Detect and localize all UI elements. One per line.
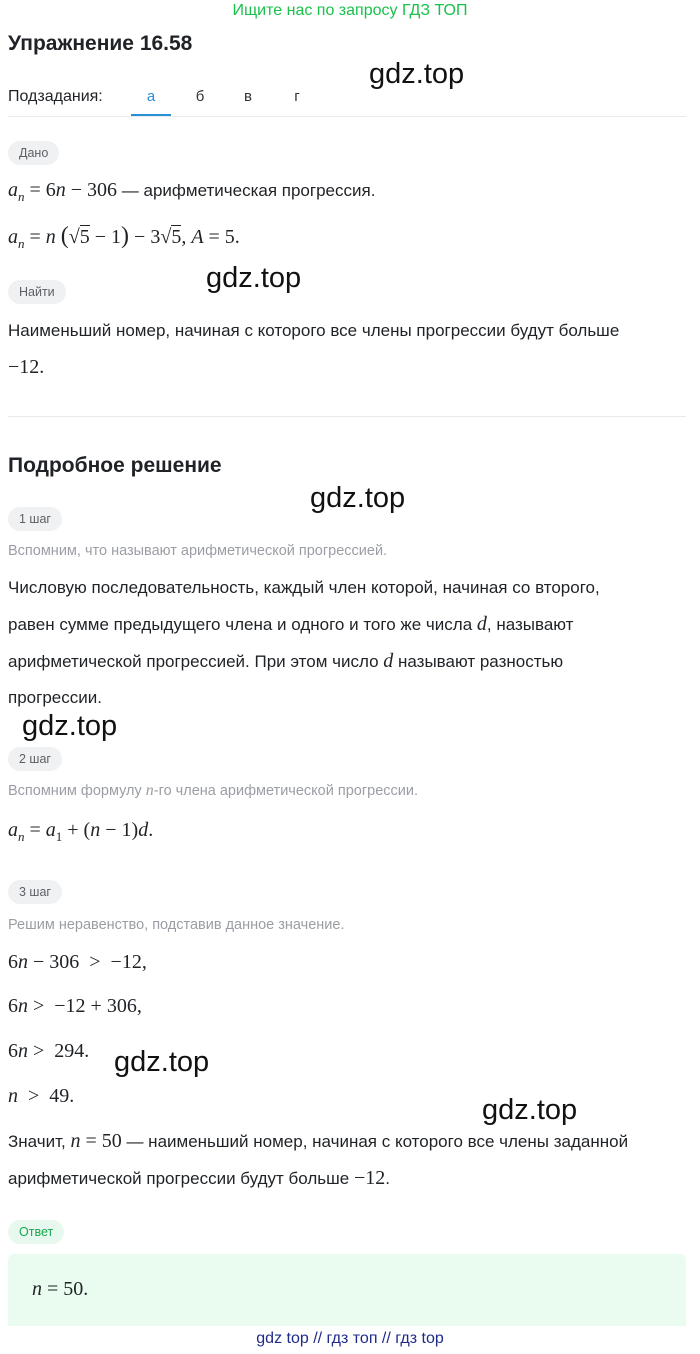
- answer-badge: Ответ: [8, 1220, 64, 1244]
- watermark: gdz.top: [22, 710, 118, 742]
- step-3-conclusion: Значит, n = 50 — наименьший номер, начиная с которого все члены заданной арифметической прогрессии будут больше −12.: [8, 1130, 629, 1189]
- divider: [8, 116, 686, 117]
- find-value: −12.: [8, 356, 45, 378]
- step-1-hint: Вспомним, что называют арифметической прогрессией.: [8, 543, 388, 559]
- tab-b[interactable]: б: [195, 88, 205, 105]
- watermark: gdz.top: [369, 58, 465, 90]
- watermark: gdz.top: [310, 482, 406, 514]
- step-3-badge: 3 шаг: [8, 880, 62, 904]
- given-line-1: $a_n = 6n - 306$ — арифметическая прогрессия.: [8, 179, 376, 204]
- watermark: gdz.top: [482, 1094, 578, 1126]
- footer-links[interactable]: gdz top // гдз топ // гдз top: [256, 1330, 444, 1347]
- find-text: Наименьший номер, начиная с которого все члены прогрессии будут больше −12.: [8, 321, 620, 378]
- solution-heading: Подробное решение: [8, 454, 222, 477]
- find-badge: Найти: [8, 280, 66, 304]
- step-2-hint: Вспомним формулу n-го члена арифметической прогрессии.: [8, 782, 418, 799]
- step-3-hint: Решим неравенство, подставив данное значение.: [8, 917, 345, 933]
- given-badge: Дано: [8, 141, 59, 165]
- tab-a[interactable]: а: [146, 88, 156, 105]
- watermark: gdz.top: [114, 1046, 210, 1078]
- formula-an-def: $a_n = 6n - 306$: [8, 179, 118, 204]
- step-1-badge: 1 шаг: [8, 507, 62, 531]
- inequality-1: 6n − 306 > −12,: [8, 951, 147, 973]
- subtasks-label: Подзадания:: [8, 88, 103, 105]
- given-line-2: [8, 218, 692, 262]
- promo-banner[interactable]: Ищите нас по запросу ГДЗ ТОП: [232, 2, 468, 19]
- watermark: gdz.top: [206, 262, 302, 294]
- page-title: Упражнение 16.58: [8, 32, 193, 55]
- answer-value: n = 50.: [32, 1278, 89, 1300]
- formula-nth-term: $a_n = a_1 + (n - 1)d$.: [8, 819, 154, 844]
- answer-box: [8, 1254, 686, 1326]
- step-2-badge: 2 шаг: [8, 747, 62, 771]
- inequality-4: n > 49.: [8, 1085, 75, 1107]
- step-1-paragraph: Числовую последовательность, каждый член которой, начиная со второго, равен сумме предыдущего члена и одного и того же числа d, называют арифметической прогрессией. При этом число d называют разностью прогрессии.: [8, 578, 600, 707]
- inequality-2: 6n > −12 + 306,: [8, 995, 142, 1017]
- formula-an-example: $a_n = n$ (√5 − 1) − 3√5, A = 5.: [8, 223, 240, 251]
- divider: [8, 416, 686, 417]
- tab-v[interactable]: в: [244, 88, 252, 105]
- inequality-3: 6n > 294.: [8, 1040, 90, 1062]
- tab-g[interactable]: г: [294, 88, 300, 105]
